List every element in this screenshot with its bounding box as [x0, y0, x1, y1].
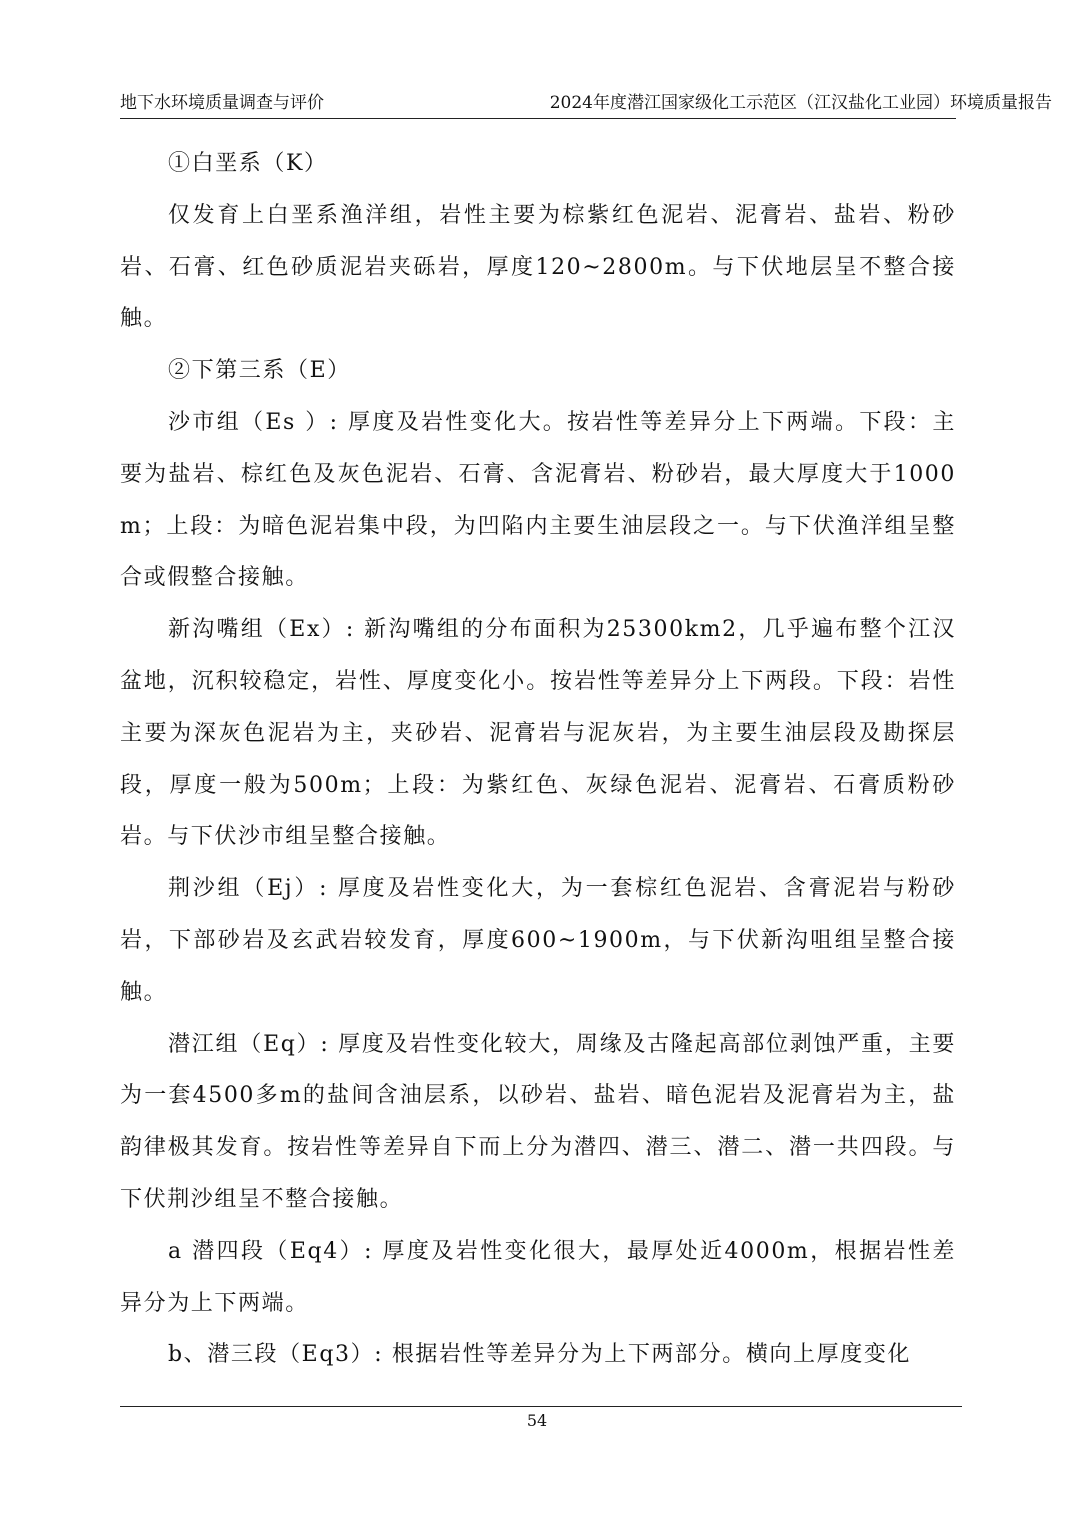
paragraph-xingouzui-formation: 新沟嘴组（Ex）: 新沟嘴组的分布面积为25300km2，几乎遍布整个江汉盆地，沉积较稳定，岩性、厚度变化小。按岩性等差异分上下两段。下段：岩性主要为深灰色泥岩为主，夹砂岩、泥膏岩与泥灰岩，为主要生油层段及勘探层段，厚度一般为500m；上段：为紫红色、灰绿色泥岩、泥膏岩、石膏质粉砂岩。与下伏沙市组呈整合接触。	[120, 617, 956, 850]
paragraph-yuyang-formation: 仅发育上白垩系渔洋组，岩性主要为棕紫红色泥岩、泥膏岩、盐岩、粉砂岩、石膏、红色砂质泥岩夹砾岩，厚度120~2800m。与下伏地层呈不整合接触。	[120, 202, 956, 332]
paragraph-qian-3-member: b、潜三段（Eq3）: 根据岩性等差异分为上下两部分。横向上厚度变化	[168, 1342, 912, 1368]
page-header	[120, 92, 1052, 119]
document-body	[120, 138, 956, 1381]
paragraph-qian-4-member: a 潜四段（Eq4）: 厚度及岩性变化很大，最厚处近4000m，根据岩性差异分为上下两端。	[120, 1238, 956, 1316]
section-heading-cretaceous: ①白垩系（K）	[168, 151, 328, 176]
page-number: 54	[526, 1411, 548, 1430]
footer-divider	[120, 1406, 962, 1407]
section-heading-lower-tertiary: ②下第三系（E）	[168, 358, 351, 384]
paragraph-shashi-formation: 沙市组（Es ）: 厚度及岩性变化大。按岩性等差异分上下两端。下段：主要为盐岩、棕红色及灰色泥岩、石膏、含泥膏岩、粉砂岩，最大厚度大于1000m；上段：为暗色泥岩集中段，为凹陷内主要生油层段之一。与下伏渔洋组呈整合或假整合接触。	[120, 409, 956, 591]
header-left-title: 地下水环境质量调查与评价	[120, 93, 324, 113]
header-right-title: 2024年度潜江国家级化工示范区（江汉盐化工业园）环境质量报告	[549, 93, 1052, 113]
paragraph-jingsha-formation: 荆沙组（Ej）: 厚度及岩性变化大，为一套棕红色泥岩、含膏泥岩与粉砂岩，下部砂岩及玄武岩较发育，厚度600~1900m，与下伏新沟咀组呈整合接触。	[120, 876, 956, 1005]
paragraph-qianjiang-formation: 潜江组（Eq）: 厚度及岩性变化较大，周缘及古隆起高部位剥蚀严重，主要为一套4500多m的盐间含油层系，以砂岩、盐岩、暗色泥岩及泥膏岩为主，盐韵律极其发育。按岩性等差异自下而上分为潜四、潜三、潜二、潜一共四段。与下伏荆沙组呈不整合接触。	[120, 1031, 956, 1212]
